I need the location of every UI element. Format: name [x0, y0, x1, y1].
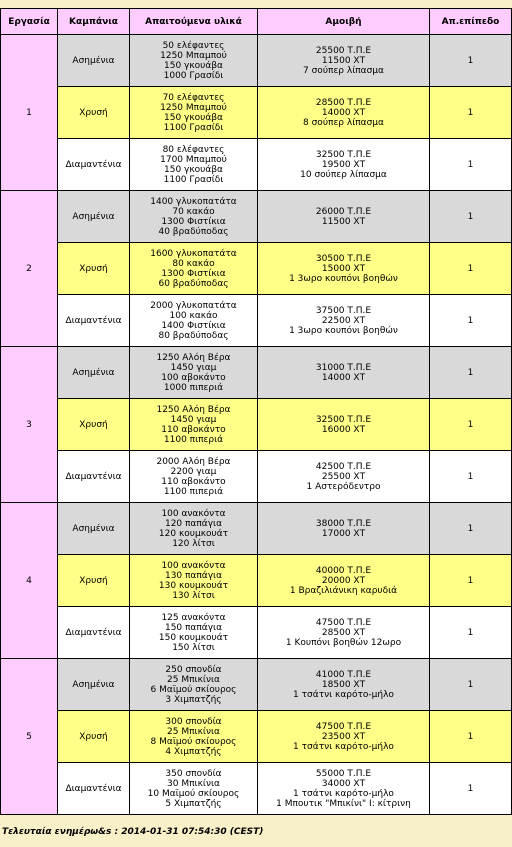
materials-cell	[130, 555, 258, 607]
materials-cell	[130, 763, 258, 815]
reward-cell	[258, 87, 430, 139]
task-number: 1	[1, 35, 58, 191]
reward-cell	[258, 191, 430, 243]
level-cell: 1	[430, 503, 512, 555]
materials-cell	[130, 659, 258, 711]
material-line: 350 σπονδία	[165, 768, 222, 779]
materials-cell	[130, 243, 258, 295]
material-line: 2000 γλυκοπατάτα	[150, 300, 237, 311]
reward-line: 38000 Τ.Π.Ε	[315, 518, 372, 529]
reward-line: 14000 ΧΤ	[321, 107, 366, 118]
table-row	[1, 503, 512, 555]
header-materials: Απαιτούμενα υλικά	[130, 9, 258, 35]
reward-cell	[258, 503, 430, 555]
material-line: 120 παπάγια	[164, 518, 223, 529]
material-line: 1000 Γρασίδι	[163, 70, 224, 81]
material-line: 150 παπάγια	[164, 622, 223, 633]
campaign-cell: Ασημένια	[58, 191, 130, 243]
last-updated: Τελευταία ενημέρω&s : 2014-01-31 07:54:30 (CEST)	[2, 827, 264, 837]
materials-cell	[130, 35, 258, 87]
reward-line: 32500 Τ.Π.Ε	[315, 149, 372, 160]
tasks-table	[0, 8, 512, 815]
reward-line: 25500 Τ.Π.Ε	[315, 45, 372, 56]
level-cell: 1	[430, 139, 512, 191]
reward-cell	[258, 347, 430, 399]
reward-line: 16000 ΧΤ	[321, 424, 366, 435]
level-cell: 1	[430, 451, 512, 503]
reward-line: 1 τσάτνι καρότο-μήλο	[293, 788, 394, 799]
campaign-cell: Χρυσή	[58, 243, 130, 295]
material-line: 1100 πιπεριά	[163, 434, 224, 445]
task-number: 4	[1, 503, 58, 659]
material-line: 70 ελέφαντες	[162, 92, 225, 103]
material-line: 4 Χιμπατζής	[165, 746, 222, 757]
material-line: 50 ελέφαντες	[162, 40, 225, 51]
level-cell: 1	[430, 35, 512, 87]
material-line: 25 Μπικίνια	[167, 726, 220, 737]
material-line: 2200 γιαμ	[170, 466, 217, 477]
material-line: 1450 γιαμ	[170, 414, 217, 425]
material-line: 1400 γλυκοπατάτα	[150, 196, 237, 207]
material-line: 2000 Αλόη Βέρα	[156, 456, 231, 467]
header-row	[1, 9, 512, 35]
reward-line: 20000 ΧΤ	[321, 575, 366, 586]
task-number: 3	[1, 347, 58, 503]
materials-cell	[130, 139, 258, 191]
reward-line: 1 Βραζιλιάνικη καρυδιά	[289, 585, 398, 596]
reward-line: 28500 Τ.Π.Ε	[315, 97, 372, 108]
material-line: 120 κουμκουάτ	[158, 528, 229, 539]
material-line: 40 βραδύποδας	[158, 226, 229, 237]
table-row	[1, 659, 512, 711]
reward-line: 26000 Τ.Π.Ε	[315, 206, 372, 217]
material-line: 250 σπονδία	[165, 664, 222, 675]
table-row	[1, 555, 512, 607]
table-row	[1, 399, 512, 451]
material-line: 1250 Αλόη Βέρα	[156, 352, 231, 363]
reward-line: 47500 Τ.Π.Ε	[315, 617, 372, 628]
reward-line: 1 3ωρο κουπόνι βοηθών	[289, 325, 398, 336]
reward-line: 22500 ΧΤ	[321, 315, 366, 326]
material-line: 1250 Μπαμπού	[160, 50, 227, 61]
level-cell: 1	[430, 399, 512, 451]
material-line: 25 Μπικίνια	[167, 674, 220, 685]
header-level: Απ.επίπεδο	[430, 9, 512, 35]
reward-cell	[258, 451, 430, 503]
task-number: 2	[1, 191, 58, 347]
reward-line: 19500 ΧΤ	[321, 159, 366, 170]
reward-line: 25500 ΧΤ	[321, 471, 366, 482]
reward-line: 34000 ΧΤ	[321, 778, 366, 789]
level-cell: 1	[430, 347, 512, 399]
reward-cell	[258, 295, 430, 347]
table-row	[1, 35, 512, 87]
materials-cell	[130, 87, 258, 139]
material-line: 1450 γιαμ	[170, 362, 217, 373]
table-row	[1, 295, 512, 347]
reward-line: 15000 ΧΤ	[321, 263, 366, 274]
material-line: 110 αβοκάντο	[161, 424, 226, 435]
material-line: 1300 Φιστίκια	[161, 268, 226, 279]
material-line: 1600 γλυκοπατάτα	[150, 248, 237, 259]
reward-cell	[258, 139, 430, 191]
materials-cell	[130, 711, 258, 763]
material-line: 8 Μαϊμού σκίουρος	[150, 736, 237, 747]
reward-line: 42500 Τ.Π.Ε	[315, 461, 372, 472]
materials-cell	[130, 503, 258, 555]
materials-cell	[130, 191, 258, 243]
campaign-cell: Ασημένια	[58, 347, 130, 399]
reward-line: 23500 ΧΤ	[321, 731, 366, 742]
level-cell: 1	[430, 295, 512, 347]
campaign-cell: Χρυσή	[58, 399, 130, 451]
material-line: 130 παπάγια	[164, 570, 223, 581]
level-cell: 1	[430, 243, 512, 295]
campaign-cell: Διαμαντένια	[58, 295, 130, 347]
reward-line: 40000 Τ.Π.Ε	[315, 565, 372, 576]
campaign-cell: Διαμαντένια	[58, 763, 130, 815]
reward-cell	[258, 763, 430, 815]
table-row	[1, 347, 512, 399]
material-line: 1250 Αλόη Βέρα	[156, 404, 231, 415]
campaign-cell: Ασημένια	[58, 35, 130, 87]
material-line: 125 ανακόντα	[161, 612, 226, 623]
table-row	[1, 451, 512, 503]
campaign-cell: Διαμαντένια	[58, 139, 130, 191]
reward-line: 30500 Τ.Π.Ε	[315, 253, 372, 264]
table-row	[1, 191, 512, 243]
material-line: 5 Χιμπατζής	[165, 798, 222, 809]
table-row	[1, 243, 512, 295]
materials-cell	[130, 451, 258, 503]
reward-line: 41000 Τ.Π.Ε	[315, 669, 372, 680]
task-number: 5	[1, 659, 58, 815]
tasks-body	[1, 35, 512, 815]
material-line: 1700 Μπαμπού	[160, 154, 227, 165]
table-row	[1, 711, 512, 763]
level-cell: 1	[430, 191, 512, 243]
reward-cell	[258, 243, 430, 295]
material-line: 1300 Φιστίκια	[161, 216, 226, 227]
level-cell: 1	[430, 711, 512, 763]
material-line: 300 σπονδία	[165, 716, 222, 727]
material-line: 1100 πιπεριά	[163, 486, 224, 497]
table-row	[1, 139, 512, 191]
reward-line: 1 Αστερόδεντρο	[306, 481, 381, 492]
campaign-cell: Χρυσή	[58, 87, 130, 139]
reward-line: 17000 ΧΤ	[321, 528, 366, 539]
campaign-cell: Διαμαντένια	[58, 607, 130, 659]
material-line: 6 Μαϊμού σκίουρος	[150, 684, 237, 695]
reward-line: 31000 Τ.Π.Ε	[315, 362, 372, 373]
reward-line: 7 σούπερ λίπασμα	[303, 65, 384, 76]
reward-line: 11500 ΧΤ	[321, 216, 366, 227]
material-line: 150 κουμκουάτ	[158, 632, 229, 643]
material-line: 150 λίτσι	[172, 642, 215, 653]
campaign-cell: Χρυσή	[58, 711, 130, 763]
table-row	[1, 87, 512, 139]
material-line: 150 γκουάβα	[164, 164, 223, 175]
reward-line: 10 σούπερ λίπασμα	[300, 169, 387, 180]
materials-cell	[130, 399, 258, 451]
material-line: 150 γκουάβα	[164, 112, 223, 123]
campaign-cell: Ασημένια	[58, 503, 130, 555]
material-line: 80 κακάο	[172, 258, 215, 269]
campaign-cell: Ασημένια	[58, 659, 130, 711]
reward-line: 1 Μπουτικ "Μπικίνι" Ι: κίτρινη	[276, 798, 411, 809]
level-cell: 1	[430, 87, 512, 139]
table-row	[1, 607, 512, 659]
material-line: 3 Χιμπατζής	[165, 694, 222, 705]
material-line: 120 λίτσι	[172, 538, 215, 549]
header-task: Εργασία	[1, 9, 58, 35]
material-line: 1100 Γρασίδι	[163, 174, 224, 185]
material-line: 30 Μπικίνια	[167, 778, 220, 789]
level-cell: 1	[430, 659, 512, 711]
reward-cell	[258, 555, 430, 607]
reward-line: 1 3ωρο κουπόνι βοηθών	[289, 273, 398, 284]
material-line: 100 ανακόντα	[161, 560, 226, 571]
material-line: 110 αβοκάντο	[161, 476, 226, 487]
material-line: 1100 Γρασίδι	[163, 122, 224, 133]
material-line: 80 βραδύποδας	[158, 330, 229, 341]
table-row	[1, 763, 512, 815]
level-cell: 1	[430, 555, 512, 607]
reward-line: 28500 ΧΤ	[321, 627, 366, 638]
reward-line: 14000 ΧΤ	[321, 372, 366, 383]
reward-cell	[258, 659, 430, 711]
reward-line: 1 τσάτνι καρότο-μήλο	[293, 741, 394, 752]
reward-cell	[258, 607, 430, 659]
level-cell: 1	[430, 607, 512, 659]
material-line: 1250 Μπαμπού	[160, 102, 227, 113]
reward-line: 37500 Τ.Π.Ε	[315, 305, 372, 316]
reward-line: 11500 ΧΤ	[321, 55, 366, 66]
materials-cell	[130, 347, 258, 399]
material-line: 130 κουμκουάτ	[158, 580, 229, 591]
reward-line: 55000 Τ.Π.Ε	[315, 768, 372, 779]
reward-line: 32500 Τ.Π.Ε	[315, 414, 372, 425]
material-line: 1400 Φιστίκια	[161, 320, 226, 331]
materials-cell	[130, 295, 258, 347]
reward-cell	[258, 711, 430, 763]
reward-cell	[258, 399, 430, 451]
materials-cell	[130, 607, 258, 659]
material-line: 10 Μαϊμού σκίουρος	[147, 788, 240, 799]
material-line: 70 κακάο	[172, 206, 215, 217]
material-line: 150 γκουάβα	[164, 60, 223, 71]
header-reward: Αμοιβή	[258, 9, 430, 35]
material-line: 100 ανακόντα	[161, 508, 226, 519]
reward-line: 18500 ΧΤ	[321, 679, 366, 690]
campaign-cell: Διαμαντένια	[58, 451, 130, 503]
material-line: 130 λίτσι	[172, 590, 215, 601]
reward-cell	[258, 35, 430, 87]
material-line: 80 ελέφαντες	[162, 144, 225, 155]
header-campaign: Καμπάνια	[58, 9, 130, 35]
material-line: 100 κακάο	[169, 310, 218, 321]
reward-line: 1 Κουπόνι βοηθών 12ωρο	[285, 637, 402, 648]
reward-line: 1 τσάτνι καρότο-μήλο	[293, 689, 394, 700]
reward-line: 8 σούπερ λίπασμα	[303, 117, 384, 128]
reward-line: 47500 Τ.Π.Ε	[315, 721, 372, 732]
material-line: 60 βραδύποδας	[158, 278, 229, 289]
level-cell: 1	[430, 763, 512, 815]
material-line: 1000 πιπεριά	[163, 382, 224, 393]
campaign-cell: Χρυσή	[58, 555, 130, 607]
material-line: 100 αβοκάντο	[161, 372, 226, 383]
